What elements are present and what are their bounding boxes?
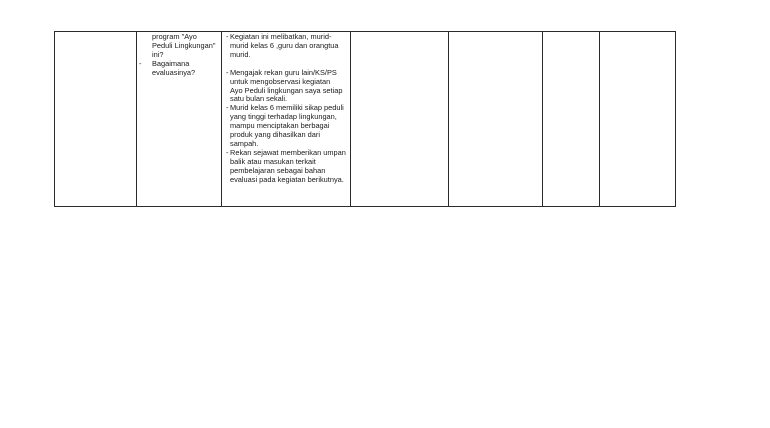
- list-item: [222, 104, 350, 149]
- activity-line: Kegiatan ini melibatkan, murid-: [230, 32, 332, 41]
- activity-line: Rekan sejawat memberikan umpan: [230, 147, 346, 157]
- list-bullet: -: [226, 147, 229, 157]
- activity-line: Mengajak rekan guru lain/KS/PS: [230, 67, 337, 77]
- table-cell-empty-1: [55, 32, 137, 207]
- activity-line: murid kelas 6 ,guru dan orangtua: [230, 40, 339, 50]
- table-row: [55, 32, 676, 207]
- question-line: program "Ayo: [152, 32, 197, 41]
- question-line: Peduli Lingkungan": [152, 40, 216, 50]
- reflection-table: [54, 31, 676, 207]
- table-cell-empty-7: [600, 32, 676, 207]
- activity-line: Murid kelas 6 memiliki sikap peduli: [230, 103, 344, 113]
- activity-line: evaluasi pada kegiatan berikutnya.: [230, 174, 344, 184]
- activity-line: produk yang dihasilkan dari: [230, 130, 320, 140]
- activity-line: balik atau masukan terkait: [230, 156, 316, 166]
- activity-line: Ayo Peduli lingkungan saya setiap: [230, 85, 343, 95]
- list-item: [222, 33, 350, 60]
- activity-line: murid.: [230, 49, 251, 59]
- table-cell-empty-6: [543, 32, 600, 207]
- table-cell-activities: [222, 32, 351, 207]
- table-cell-empty-4: [351, 32, 449, 207]
- activity-line: untuk mengobservasi kegiatan: [230, 76, 331, 86]
- question-line: ini?: [152, 49, 164, 59]
- question-line: - Bagaimana: [139, 58, 190, 68]
- activity-line: pembelajaran sebagai bahan: [230, 165, 326, 175]
- list-bullet: -: [226, 32, 229, 41]
- list-bullet: -: [226, 67, 229, 77]
- activity-line: satu bulan sekali.: [230, 94, 288, 104]
- activity-line: yang tinggi terhadap lingkungan,: [230, 112, 337, 122]
- table-cell-questions: [137, 32, 222, 207]
- list-item: [222, 69, 350, 105]
- list-item: [222, 149, 350, 185]
- list-bullet: -: [226, 103, 229, 113]
- question-line: evaluasinya?: [152, 67, 196, 77]
- table-cell-empty-5: [449, 32, 543, 207]
- activity-line: mampu menciptakan berbagai: [230, 121, 330, 131]
- activity-line: sampah.: [230, 138, 259, 148]
- list-bullet: -: [139, 58, 142, 68]
